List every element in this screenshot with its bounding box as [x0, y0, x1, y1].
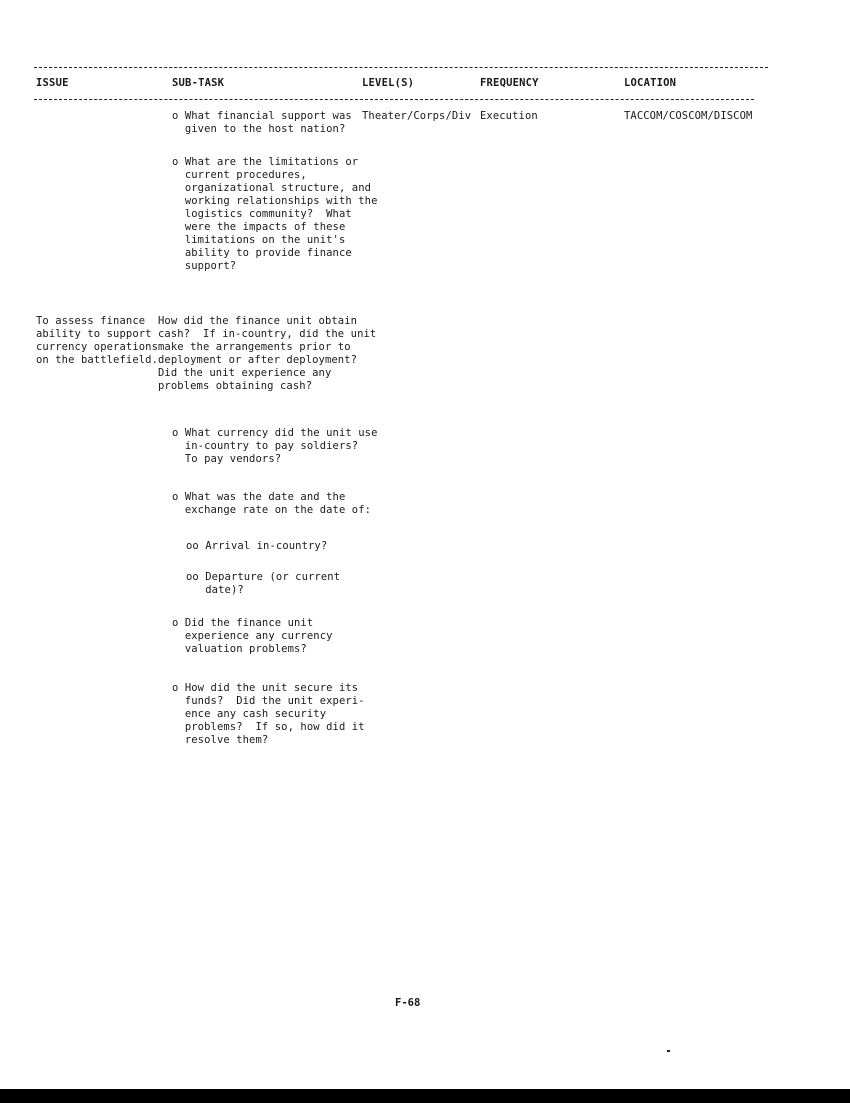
header-levels: LEVEL(S) [362, 77, 415, 89]
subtask-arrival: oo Arrival in-country? [186, 540, 328, 552]
header-issue: ISSUE [36, 77, 69, 89]
subtask-obtain-cash: How did the finance unit obtain cash? If in-country, did the unit make the arrangements prior to deployment or after deployment? Did the unit experience any problems obtaining cash? [158, 315, 377, 392]
frequency-cell: Execution [480, 110, 538, 122]
scan-speck [667, 1050, 670, 1052]
subtask-financial-support: o What financial support was given to the host nation? [172, 110, 352, 135]
header-dashed-rule [34, 99, 754, 100]
level-cell: Theater/Corps/Div [362, 110, 472, 122]
subtask-exchange-rate: o What was the date and the exchange rate on the date of: [172, 491, 372, 516]
scan-bottom-border [0, 1089, 850, 1103]
top-dashed-rule [34, 67, 768, 68]
page-number: F-68 [395, 997, 421, 1009]
subtask-currency-used: o What currency did the unit use in-country to pay soldiers? To pay vendors? [172, 427, 378, 465]
header-location: LOCATION [624, 77, 677, 89]
subtask-cash-security: o How did the unit secure its funds? Did the unit experi- ence any cash security problems? If so, how did it resolve them? [172, 682, 365, 746]
issue-assess-finance: To assess finance ability to support currency operations on the battlefield. [36, 315, 159, 366]
header-frequency: FREQUENCY [480, 77, 539, 89]
subtask-valuation: o Did the finance unit experience any currency valuation problems? [172, 617, 333, 655]
subtask-departure: oo Departure (or current date)? [186, 571, 341, 596]
header-sub-task: SUB-TASK [172, 77, 225, 89]
location-cell: TACCOM/COSCOM/DISCOM [624, 110, 753, 122]
subtask-limitations: o What are the limitations or current procedures, organizational structure, and working relationships with the logistics community? What were the impacts of these limitations on the unit's ability to provide finance support? [172, 156, 378, 272]
